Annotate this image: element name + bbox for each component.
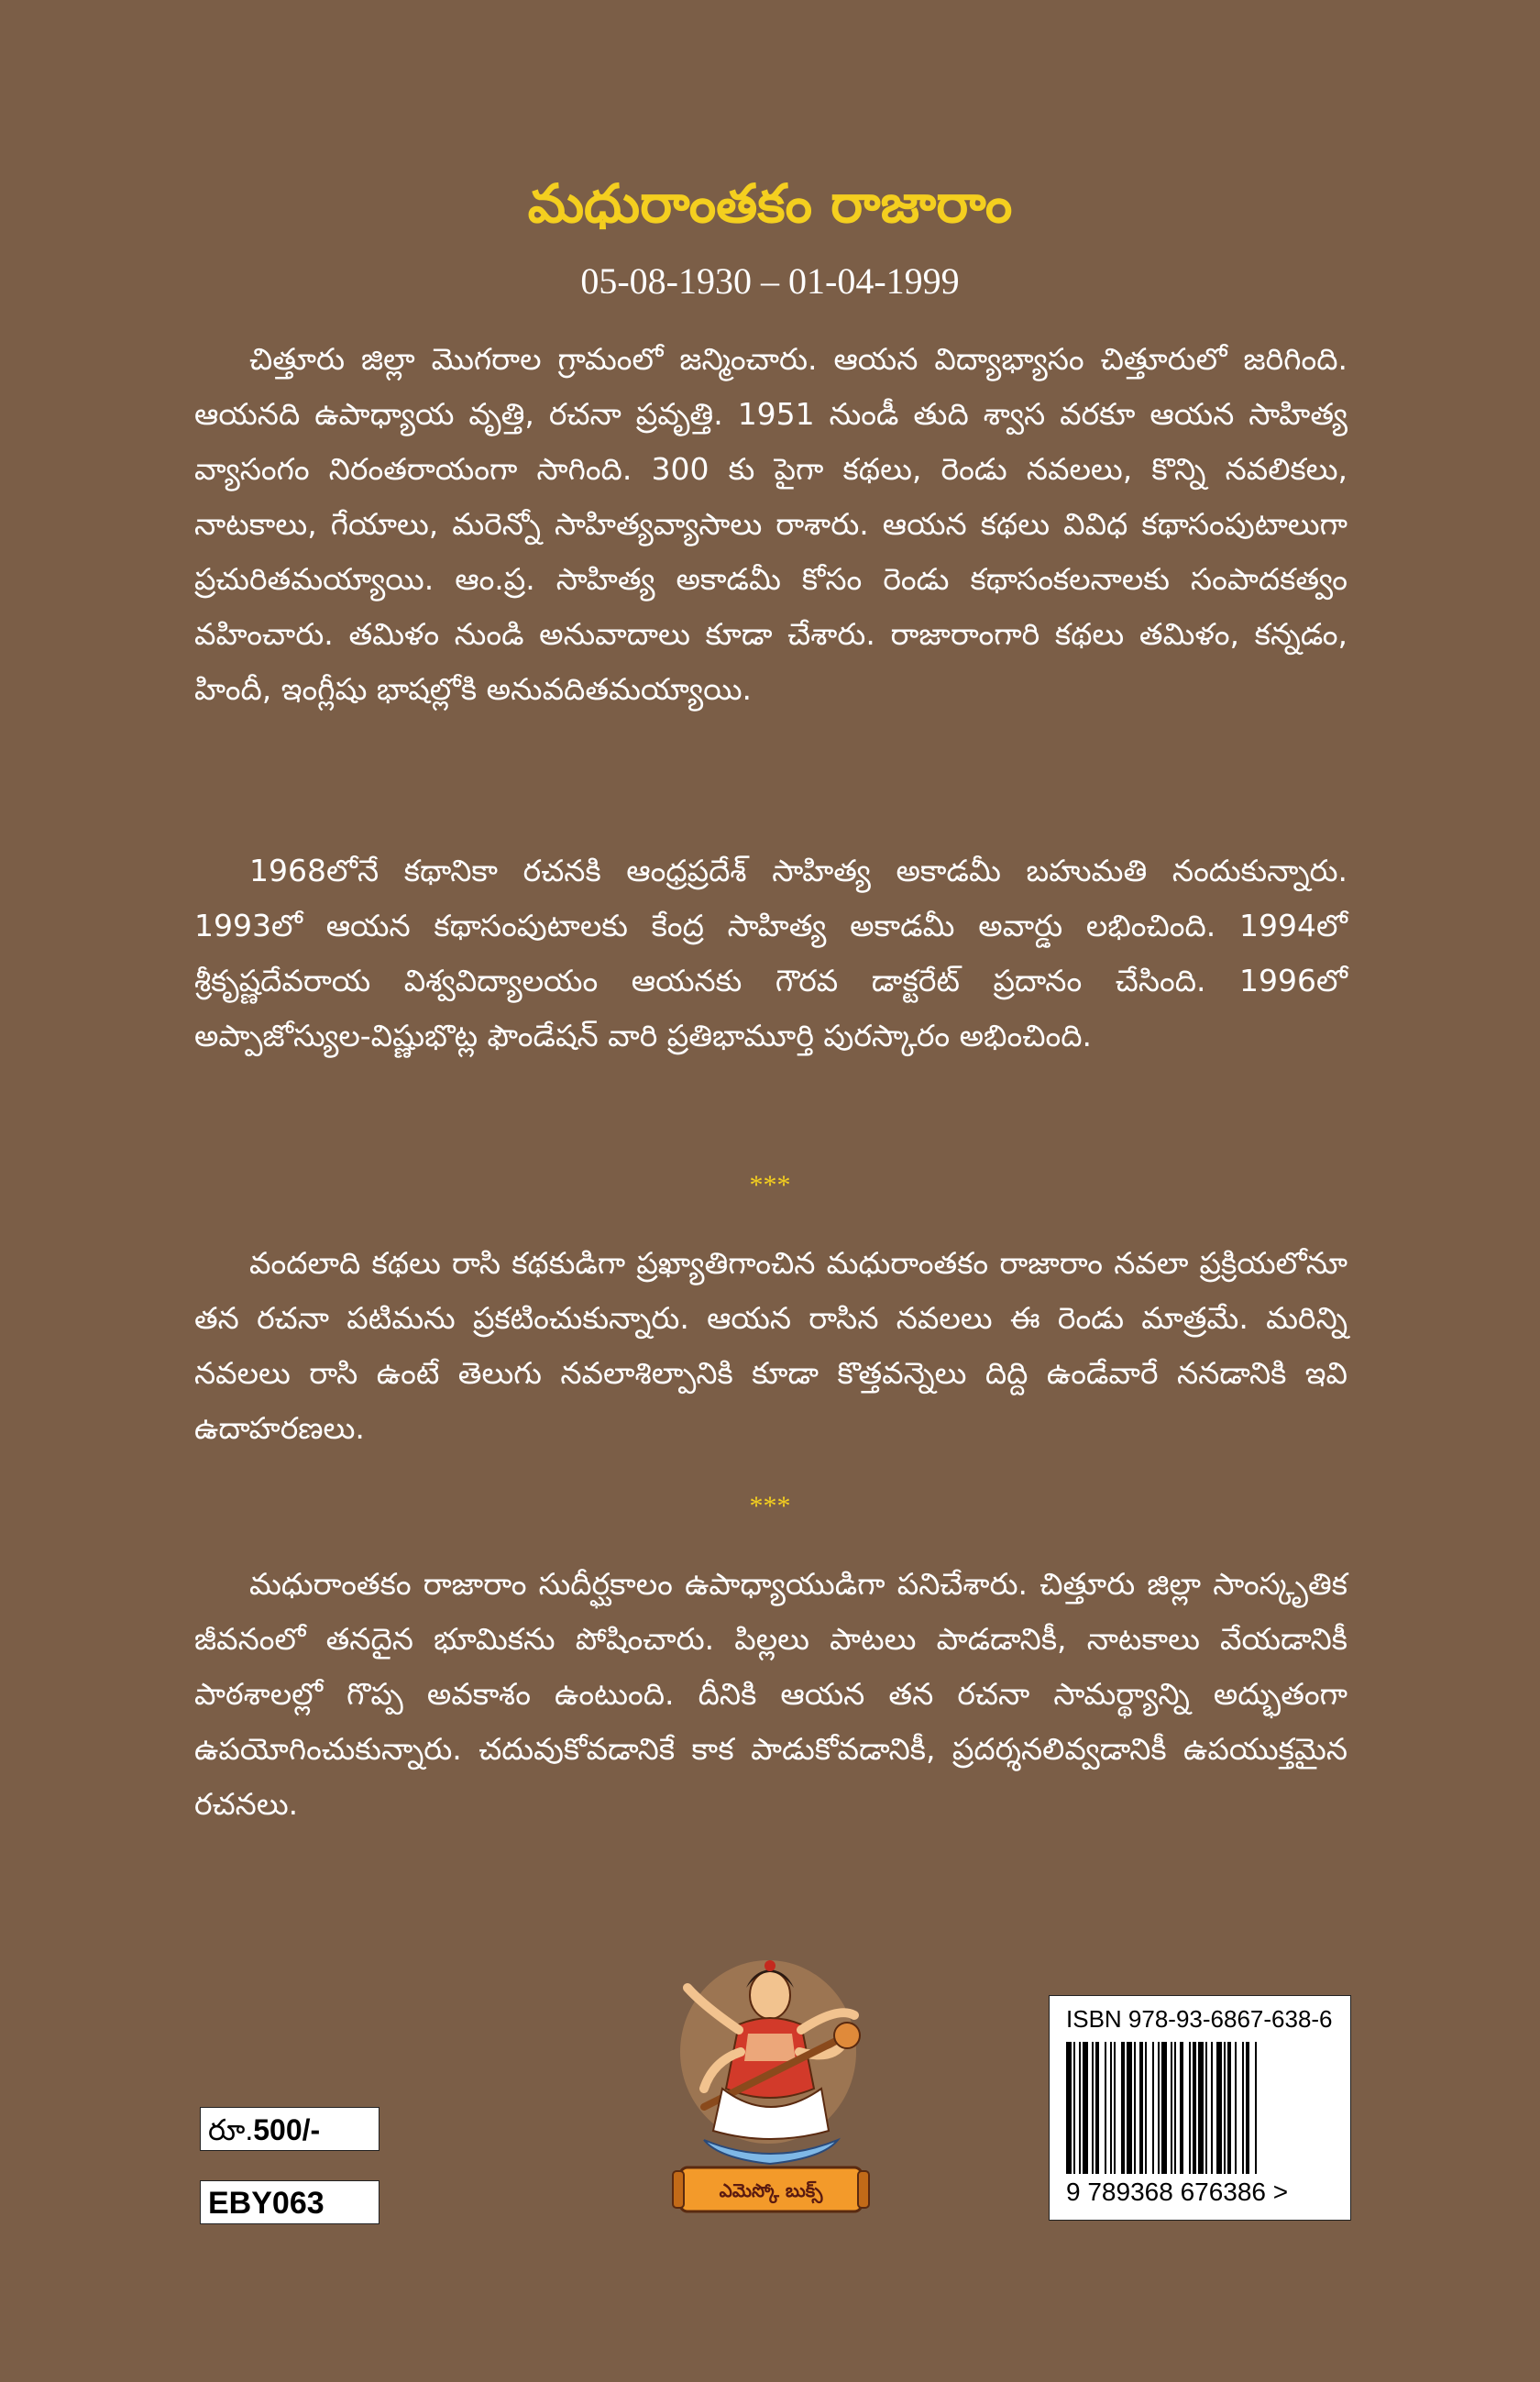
barcode-bar <box>1105 2042 1106 2174</box>
barcode-bar <box>1066 2042 1072 2174</box>
barcode-bar <box>1127 2042 1132 2174</box>
barcode-bar <box>1152 2042 1154 2174</box>
saraswati-emblem-icon <box>667 1951 874 2217</box>
barcode-bar <box>1114 2042 1116 2174</box>
author-life-dates: 05-08-1930 – 01-04-1999 <box>580 260 960 302</box>
barcode-bar <box>1205 2042 1207 2174</box>
barcode-bar <box>1242 2042 1244 2174</box>
publisher-logo <box>667 1951 874 2217</box>
price-tag <box>200 2107 380 2151</box>
author-name-title: మధురాంతకం రాజారాం <box>527 172 1013 235</box>
barcode-icon <box>1066 2042 1336 2174</box>
section-separator-2: *** <box>749 1491 791 1521</box>
bio-paragraph-3: వందలాది కథలు రాసి కథకుడిగా ప్రఖ్యాతిగాంచిన మధురాంతకం రాజారాం నవలా ప్రక్రియలోనూ తన రచనా పటిమను ప్రకటించుకున్నారు. ఆయన రాసిన నవలలు ఈ రెండు మాత్రమే. మరిన్ని నవలలు రాసి ఉంటే తెలుగు నవలాశిల్పానికి కూడా కొత్తవన్నెలు దిద్ది ఉండేవారే ననడానికి ఇవి ఉదాహరణలు. <box>194 1245 1348 1446</box>
barcode-bar <box>1180 2042 1183 2174</box>
barcode-bar <box>1227 2042 1231 2174</box>
barcode-number: 9 789368 676386 > <box>1066 2178 1289 2206</box>
barcode-bar <box>1235 2042 1237 2174</box>
publisher-logo-text: ఎమెస్కో బుక్స్ <box>719 2179 823 2201</box>
barcode-bar <box>1198 2042 1204 2174</box>
bio-paragraph-1: చిత్తూరు జిల్లా మొగరాల గ్రామంలో జన్మించారు. ఆయన విద్యాభ్యాసం చిత్తూరులో జరిగింది. ఆయనది ఉపాధ్యాయ వృత్తి, రచనా ప్రవృత్తి. 1951 నుండీ తుది శ్వాస వరకూ ఆయన సాహిత్య వ్యాసంగం నిరంతరాయంగా సాగింది. 300 కు పైగా కథలు, రెండు నవలలు, కొన్ని నవలికలు, నాటకాలు, గేయాలు, మరెన్నో సాహిత్యవ్యాసాలు రాశారు. ఆయన కథలు వివిధ కథాసంపుటాలుగా ప్రచురితమయ్యాయి. ఆం.ప్ర. సాహిత్య అకాడమీ కోసం రెండు కథాసంకలనాలకు సంపాదకత్వం వహించారు. తమిళం నుండి అనువాదాలు కూడా చేశారు. రాజారాంగారి కథలు తమిళం, కన్నడం, హిందీ, ఇంగ్లీషు భాషల్లోకి అనువదితమయ్యాయి. <box>194 341 1348 707</box>
barcode-bar <box>1158 2042 1160 2174</box>
bio-paragraph-2: 1968లోనే కథానికా రచనకి ఆంధ్రప్రదేశ్ సాహిత్య అకాడమీ బహుమతి నందుకున్నారు. 1993లో ఆయన కథాసంపుటాలకు కేంద్ర సాహిత్య అకాడమీ అవార్డు లభించింది. 1994లో శ్రీకృష్ణదేవరాయ విశ్వవిద్యాలయం ఆయనకు గౌరవ డాక్టరేట్ ప్రదానం చేసింది. 1996లో అప్పాజోస్యుల-విష్ణుభొట్ల ఫౌండేషన్ వారి ప్రతిభామూర్తి పురస్కారం అభించింది. <box>194 853 1348 1053</box>
barcode-bar <box>1079 2042 1081 2174</box>
book-code-tag: EBY063 <box>200 2180 380 2224</box>
barcode-bar <box>1193 2042 1196 2174</box>
section-separator-1: *** <box>749 1170 791 1200</box>
isbn-label: ISBN 978-93-6867-638-6 <box>1066 2005 1333 2033</box>
barcode-bar <box>1110 2042 1112 2174</box>
bio-paragraph-4: మధురాంతకం రాజారాం సుదీర్ఘకాలం ఉపాధ్యాయుడిగా పనిచేశారు. చిత్తూరు జిల్లా సాంస్కృతిక జీవనంలో తనదైన భూమికను పోషించారు. పిల్లలు పాటలు పాడడానికీ, నాటకాలు వేయడానికీ పాఠశాలల్లో గొప్ప అవకాశం ఉంటుంది. దీనికి ఆయన తన రచనా సామర్థ్యాన్ని అద్భుతంగా ఉపయోగించుకున్నారు. చదువుకోవడానికే కాక పాడుకోవడానికీ, ప్రదర్శనలివ్వడానికీ ఉపయుక్తమైన రచనలు. <box>194 1566 1348 1822</box>
barcode-bar <box>1246 2042 1249 2174</box>
barcode-bar <box>1134 2042 1136 2174</box>
barcode-bar <box>1145 2042 1147 2174</box>
price-prefix: రూ. <box>208 2113 254 2146</box>
barcode-bar <box>1139 2042 1143 2174</box>
barcode-bar <box>1211 2042 1213 2174</box>
barcode-bar <box>1255 2042 1257 2174</box>
barcode-bar <box>1224 2042 1226 2174</box>
barcode-bar <box>1092 2042 1094 2174</box>
barcode-bar <box>1073 2042 1075 2174</box>
barcode-bar <box>1121 2042 1125 2174</box>
isbn-barcode-box <box>1049 1995 1351 2221</box>
barcode-bar <box>1083 2042 1088 2174</box>
barcode-bar <box>1174 2042 1176 2174</box>
barcode-bar <box>1095 2042 1099 2174</box>
barcode-bar <box>1171 2042 1172 2174</box>
barcode-bar <box>1189 2042 1191 2174</box>
barcode-bar <box>1216 2042 1222 2174</box>
price-amount: 500/- <box>253 2113 321 2146</box>
barcode-bar <box>1161 2042 1167 2174</box>
